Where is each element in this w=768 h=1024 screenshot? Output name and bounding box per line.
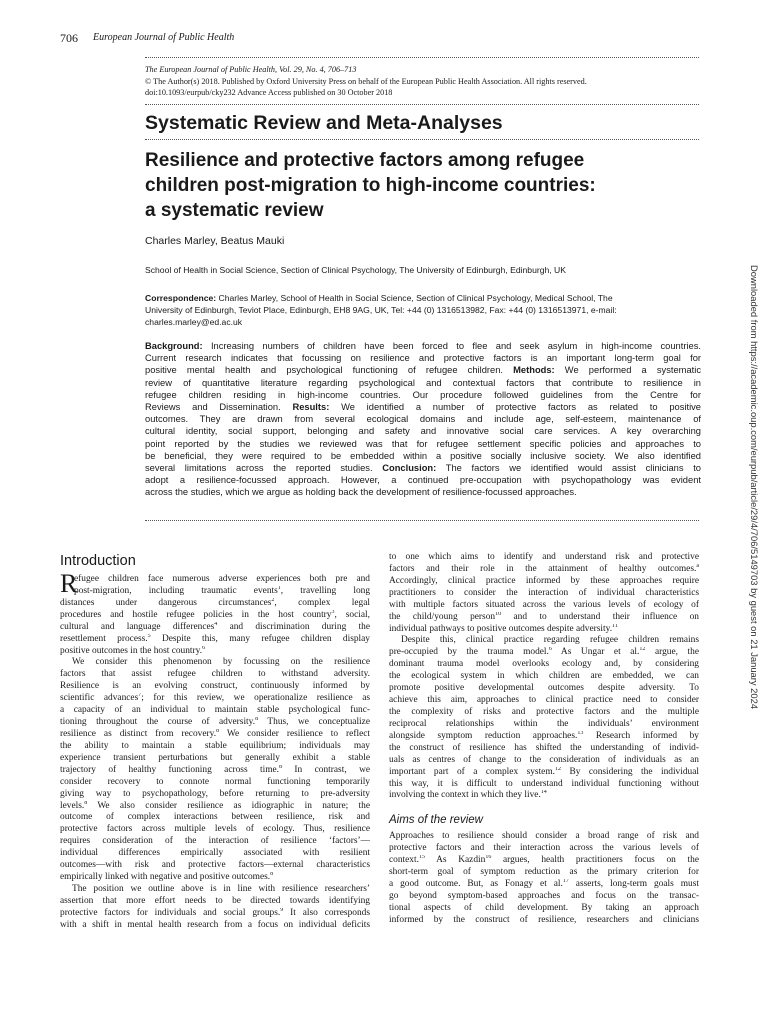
aims-heading: Aims of the review (389, 814, 483, 827)
text: and to understand their influence on (501, 611, 699, 622)
abstract-text: The factors we identified would assist clinicians to (436, 463, 701, 474)
citation: 6 (202, 645, 206, 651)
text-line: the construct of resilience has shifted the understanding of individ- (389, 742, 699, 753)
correspondence-email: charles.marley@ed.ac.uk (145, 317, 243, 327)
text: empirically linked with negative and positive outcomes. (60, 872, 271, 883)
citation: 10 (495, 611, 502, 617)
text-line: The position we outline above is in line with resilience researchers’ (72, 883, 370, 894)
abstract-text: Increasing numbers of children have been forced to flee and seek asylum in high-income countries. (202, 341, 701, 351)
text-line: informed by the construct of resilience, researchers and clinicians (389, 914, 699, 925)
text-line: Despite this, clinical practice regarding refugee children remains (401, 635, 699, 646)
text: distances under dangerous circumstances (60, 597, 272, 608)
text: argue, the (645, 647, 699, 658)
citation: 15 (418, 855, 425, 861)
text: and discrimination during the (217, 621, 370, 632)
citation: 1 (277, 585, 281, 591)
citation: 4 (214, 621, 218, 627)
citation: 5 (147, 633, 151, 639)
text-line: a capacity of an individual to maintain stable psychological func- (60, 705, 370, 716)
affiliation: School of Health in Social Science, Section of Clinical Psychology, The University of Edinburgh, Edinburgh, UK (145, 265, 566, 275)
abstract-label: Conclusion: (382, 463, 437, 474)
publication-info (145, 64, 701, 99)
text: tioning throughout the course of adversity. (60, 717, 256, 728)
abstract-text: outcomes. They are drawn from several ecological domains and include age, self-esteem, maintenance of (145, 414, 701, 425)
abstract-label: Methods: (513, 365, 555, 376)
text-line: experience transient perturbations but generally exhibit a stable (60, 752, 370, 763)
page-number: 706 (60, 31, 78, 45)
abstract-text: positive mental health and psychological functioning of refugee children. (145, 365, 514, 376)
abstract-text: point reported by the studies we reviewed was that for refugee settlement specific policies and approaches to (145, 438, 701, 449)
text-line: Approaches to resilience should consider a broad range of risk and (389, 831, 699, 842)
text-line: individual differences empirically associated with resilient (60, 848, 370, 859)
abstract-text: across the studies, which we argue as holding back the development of resilience-focussed approaches. (145, 487, 577, 498)
text: Despite this, many refugee children display (150, 633, 370, 644)
abstract-text: refugee children residing in high-income countries. Our procedure followed guidelines from the Centre for (145, 389, 701, 400)
text-line: the ability to maintain a stable equilibrium; individuals may (60, 740, 370, 751)
paragraph (60, 569, 370, 598)
citation: 12 (554, 766, 561, 772)
abstract-text: We identified a number of protective factors as related to positive (329, 402, 701, 413)
correspondence-text: University of Edinburgh, Teviot Place, Edinburgh, EH8 9AG, UK, Tel: +44 (0) 1316513982, Fax: +44 (0) 1316513971, e-mail: (145, 305, 617, 315)
running-head-journal: European Journal of Public Health (93, 32, 235, 43)
text: Thus, we conceptualize (258, 717, 370, 728)
abstract-text: cultural identity, social support, belonging and safety and innovative social care services. A key overarching (145, 426, 701, 437)
text: resilience as distinct from recovery. (60, 728, 217, 739)
text: post-migration, including traumatic events (74, 585, 278, 596)
text: It also corresponds (283, 907, 370, 918)
doi-line: doi:10.1093/eurpub/cky232 Advance Access published on 30 October 2018 (145, 88, 393, 97)
text-line: promote positive developmental outcomes despite adversity. To (389, 683, 699, 694)
text-line: requires consideration of the interaction of resilience ‘factors’— (60, 836, 370, 847)
text-line: dominant trauma model overlooks ecology and, by considering (389, 659, 699, 670)
correspondence-label: Correspondence: (145, 293, 217, 303)
right-column (389, 552, 699, 927)
title-line: children post-migration to high-income countries: (145, 175, 596, 196)
citation: a (696, 563, 699, 569)
abstract-text: adopt a resilience-focussed approach. However, a continued pre-occupation with psychopathology was evident (145, 475, 701, 486)
text: , travelling long (280, 585, 370, 596)
text: context. (389, 855, 419, 866)
copyright-line: © The Author(s) 2018. Published by Oxford University Press on behalf of the European Public Health Association. All rights reserved. (145, 76, 587, 86)
citation: 11 (612, 623, 618, 629)
text-line: reciprocal relationships within the individuals’ environment (389, 718, 699, 729)
text: cultural and language differences (60, 621, 215, 632)
text: Research informed by (583, 730, 699, 741)
abstract (145, 340, 701, 499)
text: In contrast, we (282, 764, 370, 775)
text-line: the ecological system in which children are embedded, we can (389, 671, 699, 682)
text-line: Resilience is an evolving construct, continuously informed by (60, 681, 370, 692)
text: trajectory of healthy functioning across time. (60, 764, 280, 775)
abstract-label: Results: (292, 402, 330, 413)
download-watermark (748, 265, 762, 985)
citation: 3 (331, 609, 335, 615)
text: , social, (334, 609, 370, 620)
text: protective factors for individuals and social groups. (60, 907, 281, 918)
introduction-heading: Introduction (60, 553, 136, 569)
text-line: Accordingly, clinical practice informed by these approaches require (389, 575, 699, 586)
text-line: giving way to psychopathology, before returning to pre-adversity (60, 788, 370, 799)
citation-line: The European Journal of Public Health, Vol. 29, No. 4, 706–713 (145, 65, 357, 74)
text: the child/young person (389, 611, 496, 622)
text-line: efugee children face numerous adverse experiences both pre and (74, 574, 370, 584)
text-line: outcome of complex interactions between resilience, risk and (60, 812, 370, 823)
text: argues, health practitioners focus on the (491, 855, 699, 866)
article-title (145, 148, 705, 223)
divider (145, 520, 699, 521)
title-line: Resilience and protective factors among refugee (145, 150, 585, 171)
citation: 2 (271, 597, 275, 603)
citation: 14 (540, 790, 547, 796)
text: important part of a complex system. (389, 766, 555, 777)
abstract-label: Background: (145, 341, 203, 351)
text-line: with multiple factors situated across the various levels of ecology of (389, 599, 699, 610)
text-line: go beyond symptom-based approaches and focus on the transac- (389, 890, 699, 901)
text-line: assertion that more effort needs to be directed towards identifying (60, 895, 370, 906)
citation: 8 (216, 728, 220, 734)
download-watermark-text: Downloaded from https://academic.oup.com/eurpub/article/29/4/706/5149703 by guest on 21 January 2024 (749, 265, 760, 710)
text: individual pathways to positive outcomes despite adversity. (389, 623, 613, 634)
text-line: tional aspects of child development. By taking an approach (389, 902, 699, 913)
citation: 7 (138, 693, 142, 699)
text: pre-occupied by the trauma model. (389, 647, 549, 658)
abstract-text: Reviews and Dissemination. (145, 402, 293, 413)
correspondence-text: Charles Marley, School of Health in Social Science, Section of Clinical Psychology, Medical School, The (216, 293, 613, 303)
text-line: short-term goal of symptom reduction as the primary criterion for (389, 867, 699, 878)
abstract-text: Current research indicates that focussing on resilience and protective factors is an important long-term goal for (145, 353, 701, 364)
text-line: consider recovery to connote normal functioning temporarily (60, 776, 370, 787)
citation: 8 (270, 872, 274, 878)
text-line: protective factors and their interaction across the various levels of (389, 843, 699, 854)
citation: 6 (548, 647, 552, 653)
text-line: with a shift in mental health research from a focus on individual deficits (60, 919, 370, 930)
text: , complex legal (274, 597, 370, 608)
text-line: protective factors across multiple levels of ecology. Thus, resilience (60, 824, 370, 835)
text: ; for this review, we operationalize resilience as (141, 693, 370, 704)
drop-cap: R (60, 569, 78, 598)
citation: 17 (562, 879, 569, 885)
text-line: practitioners to consider the interaction of individual characteristics (389, 587, 699, 598)
text: asserts, long-term goals must (568, 879, 699, 890)
text-line: outcomes—with risk and protective factors—external characteristics (60, 860, 370, 871)
divider (145, 139, 699, 140)
text: resettlement process. (60, 633, 148, 644)
text-line: this way, it is difficult to understand individual functioning without (389, 778, 699, 789)
abstract-text: several limitations across the reported studies. (145, 463, 383, 474)
text-line: uals as centres of change to the consideration of individuals as an (389, 754, 699, 765)
title-line: a systematic review (145, 200, 324, 221)
text-line: achieve this aim, approaches to clinical practice need to consider (389, 695, 699, 706)
text: As Ungar et al. (551, 647, 640, 658)
text-line: factors that assist refugee children to withstand adversity. (60, 669, 370, 680)
text: involving the context in which they live. (389, 790, 541, 801)
text: levels. (60, 800, 85, 811)
abstract-text: We performed a systematic (554, 365, 701, 376)
text: As Kazdin (424, 855, 486, 866)
text-line: to one which aims to identify and understand risk and protective (389, 552, 699, 562)
authors: Charles Marley, Beatus Mauki (145, 235, 285, 247)
text: a good outcome. But, as Fonagy et al. (389, 879, 563, 890)
correspondence (145, 292, 701, 328)
divider (145, 57, 699, 58)
text: By considering the individual (560, 766, 699, 777)
left-column (60, 552, 370, 932)
divider (145, 104, 699, 105)
text-line: the complexity of risks and protective factors and the multiple (389, 706, 699, 717)
text: procedures and hostile refugee policies in the host country (60, 609, 332, 620)
section-heading: Systematic Review and Meta-Analyses (145, 112, 503, 134)
citation: 8 (84, 800, 88, 806)
citation: 16 (485, 855, 492, 861)
abstract-text: review of quantitative literature regarding psychological and contextual factors that contribute to resilience in (145, 377, 701, 388)
citation: 9 (280, 907, 284, 913)
text: factors and their role in the attainment of healthy outcomes. (389, 563, 697, 574)
text-line: We consider this phenomenon by focussing on the resilience (72, 657, 370, 668)
citation: 13 (577, 730, 584, 736)
text: positive outcomes in the host country. (60, 645, 203, 656)
text: scientific advances (60, 693, 139, 704)
abstract-text: be beneficial, they were required to be embedded within a positive socially inclusive society. We also identified (145, 450, 701, 461)
citation: 12 (639, 647, 646, 653)
text: We consider resilience to reflect (219, 728, 370, 739)
text: alongside symptom reduction approaches. (389, 730, 578, 741)
citation: 8 (279, 764, 283, 770)
text: We also consider resilience as idiographic in nature; the (87, 800, 370, 811)
citation: 8 (255, 717, 259, 723)
